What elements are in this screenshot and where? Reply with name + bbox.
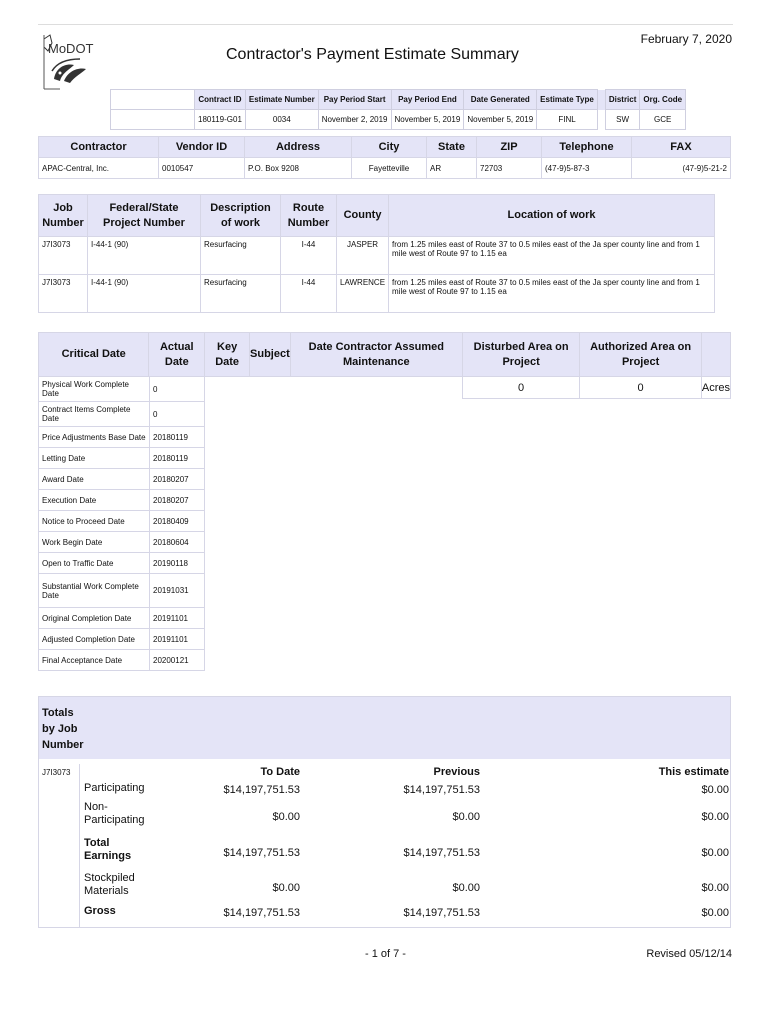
- contract-header: Estimate Number: [245, 90, 318, 110]
- revision-date: Revised 05/12/14: [646, 948, 732, 960]
- critical-date-value: 20190118: [150, 553, 205, 574]
- critical-date-label: Adjusted Completion Date: [39, 629, 150, 650]
- critical-date-label: Notice to Proceed Date: [39, 511, 150, 532]
- critical-date-value: 20180119: [150, 448, 205, 469]
- county: JASPER: [337, 237, 389, 275]
- contract-header: Org. Code: [640, 90, 686, 110]
- contractor-header: Telephone: [542, 137, 632, 158]
- modot-logo: [40, 33, 102, 91]
- table-row: [39, 490, 205, 511]
- critical-date-value: 20191101: [150, 608, 205, 629]
- contractor-header: State: [427, 137, 477, 158]
- totals-previous: $14,197,751.53: [403, 847, 480, 859]
- critical-date-value: 20191101: [150, 629, 205, 650]
- contractor-value: APAC-Central, Inc.: [39, 158, 159, 179]
- table-row: [39, 402, 205, 427]
- contract-value: November 5, 2019: [391, 110, 464, 130]
- critical-header: Critical Date: [39, 333, 149, 377]
- contractor-value: (47-9)5-21-2: [632, 158, 731, 179]
- work-description: Resurfacing: [201, 275, 281, 313]
- page-number: - 1 of 7 -: [365, 948, 406, 960]
- jobs-header: County: [337, 195, 389, 237]
- totals-row-label: Stockpiled Materials: [84, 872, 135, 897]
- critical-date-label: Open to Traffic Date: [39, 553, 150, 574]
- critical-header: Subject: [250, 333, 291, 377]
- table-row: [39, 608, 205, 629]
- table-row: [39, 532, 205, 553]
- totals-job-cell: [38, 764, 80, 928]
- work-location: from 1.25 miles east of Route 37 to 0.5 miles east of the Ja sper county line and from 1 mile west of Route 97 to 1.15 ea: [389, 237, 715, 275]
- contractor-header: Contractor: [39, 137, 159, 158]
- contract-value: GCE: [640, 110, 686, 130]
- col-to-date: To Date: [260, 766, 300, 778]
- totals-this-estimate: $0.00: [701, 907, 729, 919]
- critical-date-value: 20180207: [150, 490, 205, 511]
- contract-value: SW: [605, 110, 640, 130]
- contractor-value: Fayetteville: [352, 158, 427, 179]
- work-location: from 1.25 miles east of Route 37 to 0.5 miles east of the Ja sper county line and from 1 mile west of Route 97 to 1.15 ea: [389, 275, 715, 313]
- contract-header: Estimate Type: [537, 90, 598, 110]
- route-number: I-44: [281, 275, 337, 313]
- work-description: Resurfacing: [201, 237, 281, 275]
- jobs-header: Federal/State Project Number: [88, 195, 201, 237]
- top-rule: [38, 24, 733, 25]
- col-previous: Previous: [433, 766, 480, 778]
- critical-date-value: 20191031: [150, 574, 205, 608]
- critical-header: Date Contractor Assumed Maintenance: [290, 333, 462, 377]
- jobs-table: [38, 194, 715, 313]
- table-row: [39, 237, 715, 275]
- jobs-header: Location of work: [389, 195, 715, 237]
- contract-blank-cell: [111, 110, 195, 130]
- contractor-header: City: [352, 137, 427, 158]
- totals-to-date: $14,197,751.53: [223, 907, 300, 919]
- contract-gap: [597, 90, 605, 110]
- critical-date-label: Work Begin Date: [39, 532, 150, 553]
- critical-header: Authorized Area on Project: [580, 333, 702, 377]
- contract-header: Pay Period End: [391, 90, 464, 110]
- critical-header: Disturbed Area on Project: [462, 333, 579, 377]
- contract-header: Pay Period Start: [318, 90, 391, 110]
- disturbed-area: 0: [462, 377, 579, 399]
- contract-value: 0034: [245, 110, 318, 130]
- jobs-header: Job Number: [39, 195, 88, 237]
- authorized-area: 0: [580, 377, 702, 399]
- project-number: I-44-1 (90): [88, 237, 201, 275]
- table-row: [39, 448, 205, 469]
- contractor-header: ZIP: [477, 137, 542, 158]
- col-this-estimate: This estimate: [658, 766, 729, 778]
- totals-previous: $14,197,751.53: [403, 907, 480, 919]
- contractor-value: 0010547: [159, 158, 245, 179]
- jobs-header: Route Number: [281, 195, 337, 237]
- table-row: [39, 427, 205, 448]
- totals-row-label: Total Earnings: [84, 837, 132, 862]
- contract-value: November 5, 2019: [464, 110, 537, 130]
- totals-to-date: $14,197,751.53: [223, 784, 300, 796]
- contract-value: FINL: [537, 110, 598, 130]
- critical-header-blank: [701, 333, 730, 377]
- critical-date-label: Final Acceptance Date: [39, 650, 150, 671]
- critical-date-value: 20180604: [150, 532, 205, 553]
- totals-this-estimate: $0.00: [701, 847, 729, 859]
- job-number: J7I3073: [39, 237, 88, 275]
- table-row: [39, 511, 205, 532]
- totals-previous: $0.00: [452, 811, 480, 823]
- contract-gap: [597, 110, 605, 130]
- totals-row-label: Non-Participating: [84, 801, 145, 826]
- contract-value: 180119-G01: [195, 110, 246, 130]
- contract-table: [110, 89, 686, 130]
- critical-date-label: Substantial Work Complete Date: [39, 574, 150, 608]
- totals-this-estimate: $0.00: [701, 811, 729, 823]
- contractor-value: P.O. Box 9208: [245, 158, 352, 179]
- critical-date-value: 20180119: [150, 427, 205, 448]
- critical-date-label: Execution Date: [39, 490, 150, 511]
- critical-header: Key Date: [205, 333, 250, 377]
- totals-this-estimate: $0.00: [701, 784, 729, 796]
- totals-previous: $0.00: [452, 882, 480, 894]
- contract-header: Contract ID: [195, 90, 246, 110]
- job-number: J7I3073: [39, 275, 88, 313]
- contract-header: Date Generated: [464, 90, 537, 110]
- critical-date-value: 0: [150, 402, 205, 427]
- table-row: [39, 650, 205, 671]
- totals-this-estimate: $0.00: [701, 882, 729, 894]
- totals-row-label: Gross: [84, 905, 116, 917]
- table-row: [39, 553, 205, 574]
- table-row: [39, 469, 205, 490]
- critical-date-label: Price Adjustments Base Date: [39, 427, 150, 448]
- totals-to-date: $0.00: [272, 811, 300, 823]
- county: LAWRENCE: [337, 275, 389, 313]
- report-date: February 7, 2020: [640, 32, 732, 46]
- totals-to-date: $14,197,751.53: [223, 847, 300, 859]
- totals-previous: $14,197,751.53: [403, 784, 480, 796]
- contractor-value: (47-9)5-87-3: [542, 158, 632, 179]
- contractor-value: AR: [427, 158, 477, 179]
- project-number: I-44-1 (90): [88, 275, 201, 313]
- jobs-header: Description of work: [201, 195, 281, 237]
- critical-date-label: Original Completion Date: [39, 608, 150, 629]
- table-row: [39, 629, 205, 650]
- contract-value: November 2, 2019: [318, 110, 391, 130]
- critical-date-value: 0: [150, 377, 205, 402]
- totals-to-date: $0.00: [272, 882, 300, 894]
- critical-date-label: Award Date: [39, 469, 150, 490]
- contract-blank-cell: [111, 90, 195, 110]
- table-row: [39, 275, 715, 313]
- contractor-table: [38, 136, 731, 179]
- critical-date-label: Letting Date: [39, 448, 150, 469]
- totals-header: Totals by Job Number: [42, 707, 84, 751]
- contractor-header: Address: [245, 137, 352, 158]
- table-row: [39, 574, 205, 608]
- critical-date-label: Contract Items Complete Date: [39, 402, 150, 427]
- critical-dates-table: [38, 376, 205, 671]
- contractor-value: 72703: [477, 158, 542, 179]
- critical-date-value: 20200121: [150, 650, 205, 671]
- contract-header: District: [605, 90, 640, 110]
- contractor-header: Vendor ID: [159, 137, 245, 158]
- report-title: Contractor's Payment Estimate Summary: [226, 46, 519, 63]
- totals-header-bar: [39, 697, 730, 759]
- totals-job-number: J7I3073: [42, 768, 71, 777]
- critical-date-value: 20180207: [150, 469, 205, 490]
- table-row: [39, 377, 205, 402]
- totals-row-label: Participating: [84, 782, 145, 794]
- critical-date-value: 20180409: [150, 511, 205, 532]
- area-unit: Acres: [701, 377, 730, 399]
- route-number: I-44: [281, 237, 337, 275]
- critical-date-label: Physical Work Complete Date: [39, 377, 150, 402]
- svg-text:MoDOT: MoDOT: [48, 41, 94, 56]
- critical-header: Actual Date: [149, 333, 205, 377]
- contractor-header: FAX: [632, 137, 731, 158]
